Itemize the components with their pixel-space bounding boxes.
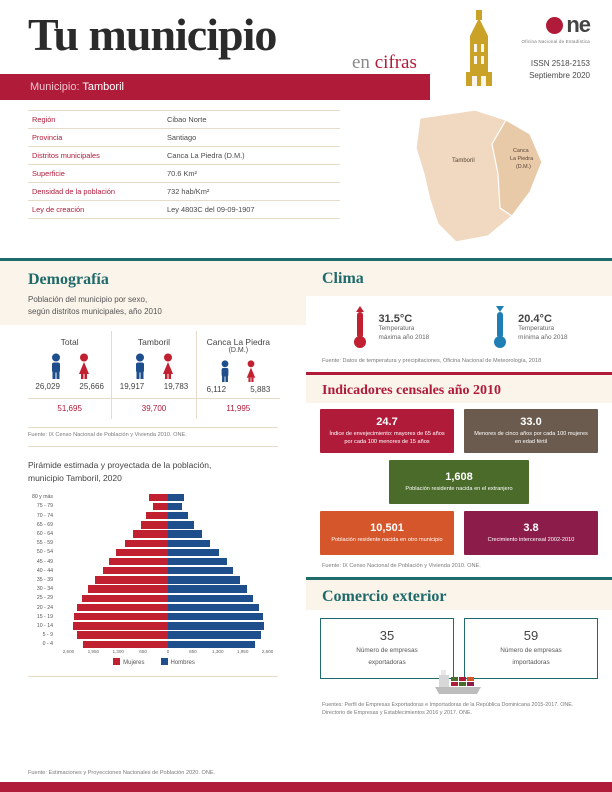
indicator-desc: Crecimiento intercensal 2002-2010 — [487, 536, 575, 543]
pyramid-bar-male-wrap — [168, 503, 280, 510]
pyramid-bar-female — [88, 585, 168, 592]
male-icon — [133, 353, 147, 379]
pyramid-age-label: 20 - 24 — [36, 604, 53, 611]
comercio-source-line2: Directorio de Empresas y Establecimientos 2016 y 2017. ONE. — [322, 710, 473, 717]
pyramid-bar-female-wrap — [56, 494, 168, 501]
pyramid-age-label: 10 - 14 — [36, 622, 53, 629]
female-value: 19,783 — [163, 382, 189, 392]
pyramid-bars — [56, 613, 280, 620]
pyramid-age-label: 30 - 34 — [36, 586, 53, 593]
info-value: 732 hab/Km² — [163, 183, 340, 201]
thermometer-min-icon — [490, 306, 510, 350]
pyramid-row — [28, 640, 280, 649]
pyramid-bar-female-wrap — [56, 576, 168, 583]
info-key: Densidad de la población — [28, 183, 163, 201]
clima-max-desc-1: Temperatura — [378, 325, 415, 333]
pyramid-bars — [56, 494, 280, 501]
pyramid-bar-female-wrap — [56, 503, 168, 510]
sex-icons — [197, 360, 280, 382]
pyramid-bar-male — [168, 567, 233, 574]
pyramid-bar-female — [83, 641, 168, 648]
male-value: 6,112 — [206, 385, 227, 395]
legend-female-label: Mujeres — [123, 659, 145, 666]
clima-max-desc-2: máxima año 2018 — [378, 334, 430, 341]
demografia-subtitle — [28, 294, 306, 317]
info-value: 70.6 Km² — [163, 165, 340, 183]
indicadores-row — [320, 409, 598, 453]
pyramid-axis-tick: 2,600 — [62, 648, 75, 654]
pyramid-bar-female-wrap — [56, 585, 168, 592]
pyramid-bar-male-wrap — [168, 558, 280, 565]
pyramid-bar-male — [168, 512, 188, 519]
pyramid-bar-female — [77, 631, 168, 638]
legend-male-label: Hombres — [170, 659, 195, 666]
pyramid-bar-male — [168, 622, 264, 629]
pyramid-row — [28, 566, 280, 575]
sex-values — [197, 385, 280, 394]
pyramid-bar-female-wrap — [56, 622, 168, 629]
indicator-card — [389, 460, 529, 504]
sex-values — [28, 382, 111, 391]
municipality-map — [380, 104, 590, 252]
pyramid-bar-male — [168, 585, 247, 592]
one-logo — [522, 12, 590, 44]
population-column-total — [28, 331, 111, 398]
male-icon — [219, 360, 231, 382]
pyramid-age-label: 60 - 64 — [36, 531, 53, 538]
pyramid-row — [28, 612, 280, 621]
pyramid-age-label: 35 - 39 — [36, 576, 53, 583]
total-value: 11,995 — [196, 399, 280, 419]
population-pyramid-chart — [28, 493, 280, 666]
export-desc-1: Número de empresas — [356, 647, 418, 654]
pyramid-row — [28, 539, 280, 548]
pyramid-bar-male — [168, 613, 263, 620]
pyramid-bar-female-wrap — [56, 631, 168, 638]
bottom-band — [0, 782, 612, 792]
pyramid-bars — [56, 521, 280, 528]
export-count: 35 — [379, 628, 395, 643]
pyramid-bar-male-wrap — [168, 604, 280, 611]
pyramid-row — [28, 575, 280, 584]
comercio-title: Comercio exterior — [322, 588, 447, 605]
divider — [28, 427, 278, 428]
pyramid-bar-female-wrap — [56, 558, 168, 565]
info-table — [28, 110, 340, 219]
pyramid-bar-male-wrap — [168, 567, 280, 574]
pyramid-axis — [56, 649, 280, 654]
pyramid-row — [28, 502, 280, 511]
clima-max-text — [378, 313, 429, 342]
clima-min-desc-1: Temperatura — [518, 325, 555, 333]
pyramid-bar-female — [73, 622, 168, 629]
pyramid-bar-female-wrap — [56, 549, 168, 556]
column-header: Tamboril — [137, 337, 171, 348]
clima-header — [306, 261, 612, 296]
pyramid-bar-female — [141, 521, 168, 528]
pyramid-bar-male-wrap — [168, 540, 280, 547]
sex-values — [112, 382, 195, 391]
population-columns — [28, 331, 280, 399]
pyramid-bar-male-wrap — [168, 585, 280, 592]
pyramid-bar-female — [109, 558, 168, 565]
pyramid-age-label: 0 - 4 — [42, 641, 53, 648]
clima-max-value: 31.5°C — [378, 313, 413, 326]
column-header-sub: (D.M.) — [228, 347, 249, 355]
female-icon — [77, 353, 91, 379]
pyramid-row — [28, 631, 280, 640]
pyramid-legend — [28, 658, 280, 666]
indicator-desc: Población residente nacida en otro municipio — [331, 536, 443, 543]
pyramid-title-line2: municipio Tamboril, 2020 — [28, 472, 122, 483]
map-label-main: Tamboril — [452, 158, 475, 164]
pyramid-bar-male-wrap — [168, 576, 280, 583]
clima-max — [350, 306, 429, 350]
comercio-header — [306, 580, 612, 610]
pyramid-bar-male — [168, 521, 194, 528]
pyramid-age-label: 15 - 19 — [36, 613, 53, 620]
pyramid-bar-male — [168, 558, 227, 565]
pyramid-bar-male — [168, 604, 259, 611]
pyramid-bar-male — [168, 549, 219, 556]
clima-min — [490, 306, 567, 350]
pyramid-age-label: 45 - 49 — [36, 558, 53, 565]
pyramid-bar-male-wrap — [168, 595, 280, 602]
male-value: 19,917 — [119, 382, 145, 392]
pyramid-bar-male-wrap — [168, 613, 280, 620]
indicator-value: 3.8 — [523, 521, 539, 534]
logo-circle-icon — [546, 17, 563, 34]
municipality-label: Municipio: — [30, 81, 80, 93]
pyramid-bar-male — [168, 503, 182, 510]
pyramid-bar-male — [168, 540, 210, 547]
pyramid-source: Fuente: Estimaciones y Proyecciones Nacionales de Población 2020. ONE. — [28, 770, 216, 776]
pyramid-axis-tick: 650 — [189, 648, 197, 654]
pyramid-age-label: 55 - 59 — [36, 540, 53, 547]
subtitle-accent: cifras — [374, 52, 417, 73]
pyramid-bar-male-wrap — [168, 494, 280, 501]
pyramid-bars — [56, 503, 280, 510]
pyramid-bars — [56, 604, 280, 611]
clima-min-desc-2: mínima año 2018 — [518, 334, 568, 341]
table-row — [28, 183, 340, 201]
female-icon — [161, 353, 175, 379]
pyramid-title — [28, 459, 306, 485]
map-label-dm-3: (D.M.) — [516, 164, 531, 170]
pyramid-bar-male — [168, 641, 255, 648]
indicator-desc: Índice de envejecimiento: mayores de 65 años por cada 100 menores de 15 años — [329, 430, 445, 446]
pyramid-axis-tick: 2,600 — [261, 648, 274, 654]
pyramid-bar-male — [168, 530, 202, 537]
pyramid-bar-female-wrap — [56, 530, 168, 537]
pyramid-bar-female — [153, 503, 169, 510]
demografia-header — [0, 261, 306, 325]
pyramid-age-label: 5 - 9 — [42, 632, 53, 639]
female-value: 5,883 — [250, 385, 271, 395]
municipality-name: Tamboril — [82, 81, 124, 93]
pyramid-row — [28, 520, 280, 529]
pyramid-bars — [56, 595, 280, 602]
info-value: Canca La Piedra (D.M.) — [163, 147, 340, 165]
female-value: 25,666 — [79, 382, 104, 392]
table-row — [28, 201, 340, 219]
indicator-value: 10,501 — [370, 521, 404, 534]
pyramid-bar-female — [103, 567, 168, 574]
pyramid-row — [28, 621, 280, 630]
indicator-card — [464, 511, 598, 555]
column-header: Total — [60, 337, 79, 348]
pyramid-bars — [56, 512, 280, 519]
pyramid-bar-female-wrap — [56, 613, 168, 620]
pyramid-bar-female-wrap — [56, 595, 168, 602]
pyramid-bar-male — [168, 595, 253, 602]
pyramid-age-label: 80 y más — [31, 494, 53, 501]
indicator-card — [464, 409, 598, 453]
indicator-value: 33.0 — [520, 415, 542, 428]
municipality-bar — [0, 74, 430, 100]
logo-word: ne — [566, 12, 590, 37]
pyramid-bar-female — [77, 604, 168, 611]
page-title: Tu municipio — [28, 9, 277, 60]
import-count: 59 — [523, 628, 539, 643]
clima-min-text — [518, 313, 567, 342]
pyramid-bar-male-wrap — [168, 521, 280, 528]
pyramid-age-label: 65 - 69 — [36, 521, 53, 528]
pyramid-bar-female — [82, 595, 168, 602]
page-subtitle — [352, 52, 417, 74]
indicator-desc: Menores de cinco años por cada 100 mujeres en edad fértil — [474, 430, 588, 446]
pyramid-bars — [56, 585, 280, 592]
clima-source: Fuente: Datos de temperatura y precipitaciones, Oficina Nacional de Meteorología, 2018 — [322, 358, 542, 364]
map-label-dm-1: Canca — [513, 148, 529, 154]
table-row — [28, 165, 340, 183]
comercio-source-line1: Fuentes: Perfil de Empresas Exportadoras e Importadoras de la República Dominicana 2015-2017. ONE. — [322, 701, 574, 708]
pyramid-axis-tick: 1,300 — [212, 648, 224, 654]
pyramid-bar-male — [168, 576, 240, 583]
male-value: 26,029 — [35, 382, 60, 392]
pyramid-bar-female — [149, 494, 168, 501]
pyramid-bars — [56, 567, 280, 574]
pyramid-row — [28, 594, 280, 603]
table-row — [28, 147, 340, 165]
map-shape — [380, 104, 590, 252]
pyramid-age-label: 50 - 54 — [36, 549, 53, 556]
sex-icons — [112, 353, 195, 379]
pyramid-bar-female-wrap — [56, 604, 168, 611]
indicadores-source: Fuente: IX Censo Nacional de Población y Vivienda 2010. ONE. — [322, 563, 481, 569]
issn-block — [529, 58, 590, 82]
pyramid-bar-male-wrap — [168, 622, 280, 629]
column-header-text: Canca La Piedra — [206, 337, 270, 348]
indicadores-row — [320, 511, 598, 555]
pyramid-bars — [56, 576, 280, 583]
divider — [28, 676, 278, 677]
pyramid-axis-tick: 1,950 — [87, 648, 100, 654]
population-totals — [28, 399, 280, 419]
pyramid-title-line1: Pirámide estimada y proyectada de la población, — [28, 460, 212, 471]
pyramid-bars — [56, 530, 280, 537]
population-by-sex-table — [28, 331, 280, 419]
pyramid-row — [28, 511, 280, 520]
pyramid-bars — [56, 631, 280, 638]
indicadores-header — [306, 375, 612, 403]
indicator-desc: Población residente nacida en el extranjero — [405, 485, 513, 492]
pyramid-bar-female — [125, 540, 168, 547]
pyramid-bar-male-wrap — [168, 631, 280, 638]
female-icon — [245, 360, 257, 382]
pyramid-bars — [56, 540, 280, 547]
pyramid-bar-female-wrap — [56, 641, 168, 648]
population-column-canca — [196, 331, 280, 398]
tower-icon — [462, 8, 496, 86]
info-value: Santiago — [163, 129, 340, 147]
pyramid-row — [28, 557, 280, 566]
divider — [28, 446, 278, 447]
info-value: Ley 4803C del 09-09-1907 — [163, 201, 340, 219]
indicator-card — [320, 409, 454, 453]
indicadores-grid — [320, 409, 598, 555]
pyramid-bar-male-wrap — [168, 512, 280, 519]
issn-value: ISSN 2518-2153 — [530, 59, 590, 68]
sex-icons — [28, 353, 111, 379]
info-key: Ley de creación — [28, 201, 163, 219]
export-desc-2: exportadoras — [368, 659, 406, 667]
clima-values — [320, 306, 598, 350]
pyramid-bars — [56, 641, 280, 648]
pyramid-bar-female-wrap — [56, 512, 168, 519]
pyramid-axis-tick: 1,950 — [236, 648, 249, 654]
import-desc-2: importadoras — [512, 659, 550, 667]
pyramid-bars — [56, 549, 280, 556]
subtitle-prefix: en — [352, 52, 375, 73]
clima-title: Clima — [322, 270, 364, 287]
pyramid-row — [28, 603, 280, 612]
total-value: 39,700 — [111, 399, 195, 419]
total-value: 51,695 — [57, 404, 82, 414]
info-value: Cibao Norte — [163, 111, 340, 129]
pyramid-bar-female — [133, 530, 168, 537]
pyramid-row — [28, 585, 280, 594]
pyramid-row — [28, 529, 280, 538]
legend-female — [113, 658, 144, 666]
info-key: Superficie — [28, 165, 163, 183]
pyramid-bar-female — [95, 576, 168, 583]
demografia-subtitle-line2: según distritos municipales, año 2010 — [28, 306, 162, 316]
issue-date: Septiembre 2020 — [529, 71, 590, 80]
pyramid-bar-male-wrap — [168, 549, 280, 556]
pyramid-bars — [56, 622, 280, 629]
pyramid-bar-female — [74, 613, 168, 620]
logo-caption: Oficina Nacional de Estadística — [521, 39, 590, 44]
demografia-subtitle-line1: Población del municipio por sexo, — [28, 295, 148, 304]
pyramid-bar-female-wrap — [56, 540, 168, 547]
info-key: Provincia — [28, 129, 163, 147]
comercio-source — [322, 701, 612, 718]
male-icon — [49, 353, 63, 379]
map-label-dm-2: La Piedra — [510, 156, 534, 162]
pyramid-axis-tick: 650 — [139, 648, 147, 654]
table-row — [28, 111, 340, 129]
pyramid-bar-male-wrap — [168, 641, 280, 648]
left-column — [0, 258, 306, 677]
pyramid-bar-female — [146, 512, 168, 519]
pyramid-row — [28, 548, 280, 557]
pyramid-age-label: 25 - 29 — [36, 595, 53, 602]
indicator-card — [320, 511, 454, 555]
pyramid-age-label: 40 - 44 — [36, 567, 53, 574]
legend-male — [161, 658, 195, 666]
info-key: Distritos municipales — [28, 147, 163, 165]
indicadores-row — [320, 460, 598, 504]
table-row — [28, 129, 340, 147]
pyramid-rows — [28, 493, 280, 649]
population-column-tamboril — [111, 331, 195, 398]
indicator-value: 24.7 — [376, 415, 398, 428]
pyramid-bar-female — [116, 549, 168, 556]
info-key: Región — [28, 111, 163, 129]
cargo-ship-icon — [431, 661, 487, 695]
page-header — [0, 0, 612, 96]
import-desc-1: Número de empresas — [500, 647, 562, 654]
pyramid-bar-female-wrap — [56, 521, 168, 528]
indicator-value: 1,608 — [445, 470, 473, 483]
demografia-title: Demografía — [28, 271, 109, 288]
right-column — [306, 258, 612, 718]
thermometer-max-icon — [350, 306, 370, 350]
column-header — [197, 331, 280, 360]
demografia-source: Fuente: IX Censo Nacional de Población y Vivienda 2010. ONE. — [28, 432, 187, 439]
pyramid-age-label: 70 - 74 — [36, 512, 53, 519]
pyramid-axis-tick: 1,300 — [112, 648, 124, 654]
clima-min-value: 20.4°C — [518, 313, 552, 326]
pyramid-bar-male — [168, 631, 261, 638]
pyramid-axis-tick: 0 — [166, 648, 170, 654]
pyramid-row — [28, 493, 280, 502]
pyramid-age-label: 75 - 79 — [36, 503, 53, 510]
indicadores-title: Indicadores censales año 2010 — [322, 383, 502, 398]
info-section — [0, 104, 612, 256]
pyramid-bar-female-wrap — [56, 567, 168, 574]
pyramid-bars — [56, 558, 280, 565]
pyramid-bar-male — [168, 494, 184, 501]
pyramid-bar-male-wrap — [168, 530, 280, 537]
